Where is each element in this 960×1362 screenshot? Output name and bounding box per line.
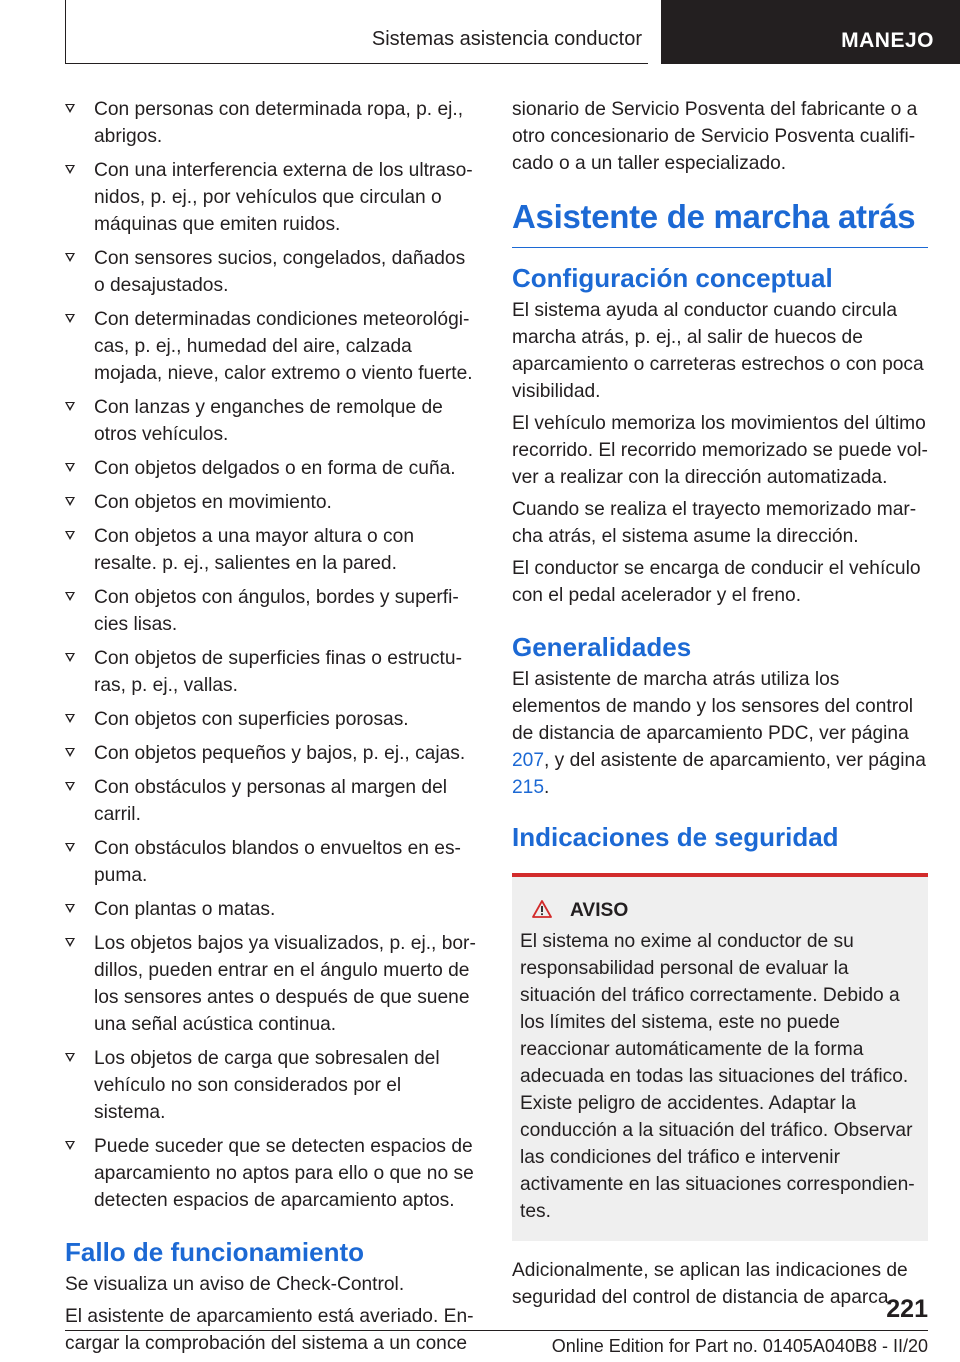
page-link-207[interactable]: 207 [512, 750, 545, 771]
bullet-triangle-icon [65, 463, 75, 472]
list-item: Con objetos de superficies finas o estructuras, p. ej., vallas. [65, 645, 477, 699]
list-item: Con objetos delgados o en forma de cuña. [65, 455, 477, 482]
malfunction-paragraph-1: Se visualiza un aviso de Check-Control. [65, 1274, 405, 1295]
bullet-triangle-icon [65, 497, 75, 506]
list-item: Los objetos de carga que sobresalen del vehículo no son considerados por el sistema. [65, 1045, 477, 1126]
bullet-triangle-icon [65, 104, 75, 113]
list-item: Con lanzas y enganches de remolque de otros vehículos. [65, 394, 477, 448]
list-item: Puede suceder que se detecten espacios de aparcamiento no aptos para ello o que no se detecten espacios de aparcamiento aptos. [65, 1133, 477, 1214]
footer-rule-right [860, 1330, 928, 1331]
list-item: Con determinadas condiciones meteorológicas, p. ej., humedad del aire, calzada mojada, nieve, calor extremo o viento fuerte. [65, 306, 477, 387]
footer-rule [65, 1330, 860, 1331]
concept-paragraph-4: El conductor se encarga de conducir el vehículo con el pedal acelerador y el freno. [512, 558, 921, 606]
malfunction-heading: Fallo de funcionamiento [65, 1237, 365, 1267]
header-chapter-tab: MANEJO [661, 0, 960, 64]
list-item: Con plantas o matas. [65, 896, 477, 923]
header-bottom-rule [65, 63, 648, 64]
list-item: Con objetos en movimiento. [65, 489, 477, 516]
header-section-title: Sistemas asistencia conductor [371, 28, 642, 50]
bullet-triangle-icon [65, 653, 75, 662]
list-item: Con objetos con superficies porosas. [65, 706, 477, 733]
list-item: Con personas con determinada ropa, p. ej., abrigos. [65, 96, 477, 150]
limitations-list [65, 96, 477, 1214]
list-item: Con objetos a una mayor altura o con resalte. p. ej., salientes en la pared. [65, 523, 477, 577]
page-link-215[interactable]: 215 [512, 777, 545, 798]
safety-heading: Indicaciones de seguridad [512, 822, 839, 852]
bullet-triangle-icon [65, 592, 75, 601]
closing-paragraph: Adicionalmente, se aplican las indicaciones de seguridad del control de distancia de aparca [512, 1260, 908, 1308]
bullet-triangle-icon [65, 165, 75, 174]
general-paragraph: El asistente de marcha atrás utiliza los elementos de mando y los sensores del control de distancia de aparcamiento PDC, ver página 207, y del asistente de aparcamiento, ver página 215. [512, 669, 926, 798]
list-item: Con objetos con ángulos, bordes y superficies lisas. [65, 584, 477, 638]
list-item: Los objetos bajos ya visualizados, p. ej., bordillos, pueden entrar en el ángulo muerto de los sensores antes o después de que suene una señal acústica continua. [65, 930, 477, 1038]
malfunction-paragraph-2: El asistente de aparcamiento está averiado. Encargar la comprobación del sistema a un conce [65, 1306, 474, 1354]
bullet-triangle-icon [65, 748, 75, 757]
bullet-triangle-icon [65, 253, 75, 262]
bullet-triangle-icon [65, 904, 75, 913]
bullet-triangle-icon [65, 843, 75, 852]
bullet-triangle-icon [65, 1053, 75, 1062]
bullet-triangle-icon [65, 938, 75, 947]
concept-paragraph-3: Cuando se realiza el trayecto memorizado marcha atrás, el sistema asume la dirección. [512, 499, 917, 547]
list-item: Con una interferencia externa de los ultrasonidos, p. ej., por vehículos que circulan o máquinas que emiten ruidos. [65, 157, 477, 238]
warning-triangle-icon [532, 899, 552, 917]
continuation-paragraph: sionario de Servicio Posventa del fabricante o a otro concesionario de Servicio Posventa cualificado o a un taller especializado. [512, 99, 918, 174]
concept-heading: Configuración conceptual [512, 263, 833, 293]
main-heading: Asistente de marcha atrás [512, 197, 928, 248]
list-item: Con sensores sucios, congelados, dañados o desajustados. [65, 245, 477, 299]
bullet-triangle-icon [65, 782, 75, 791]
concept-paragraph-2: El vehículo memoriza los movimientos del último recorrido. El recorrido memorizado se puede volver a realizar con la dirección automatizada. [512, 413, 928, 488]
page-number: 221 [886, 1295, 928, 1323]
left-column [65, 96, 477, 1362]
list-item: Con obstáculos blandos o envueltos en espuma. [65, 835, 477, 889]
list-item: Con objetos pequeños y bajos, p. ej., cajas. [65, 740, 477, 767]
concept-paragraph-1: El sistema ayuda al conductor cuando circula marcha atrás, p. ej., al salir de huecos de aparcamiento o carreteras estrechos o con poca visibilidad. [512, 300, 924, 402]
warning-body: El sistema no exime al conductor de su responsabilidad personal de evaluar la situación del tráfico correctamente. Debido a los límites del sistema, este no puede reaccionar automáticamente de la forma adecuada en todas las situaciones del tráfico. Existe peligro de accidentes. Adaptar la conducción a la situación del tráfico. Observar las condiciones del tráfico e intervenir activamente en las situaciones correspondientes. [520, 931, 915, 1222]
bullet-triangle-icon [65, 402, 75, 411]
right-column [512, 96, 928, 1316]
warning-box [512, 873, 928, 1241]
list-item: Con obstáculos y personas al margen del carril. [65, 774, 477, 828]
general-heading: Generalidades [512, 632, 692, 662]
footer-edition: Online Edition for Part no. 01405A040B8 - II/20 [551, 1336, 928, 1356]
bullet-triangle-icon [65, 1141, 75, 1150]
bullet-triangle-icon [65, 714, 75, 723]
bullet-triangle-icon [65, 531, 75, 540]
bullet-triangle-icon [65, 314, 75, 323]
warning-title: AVISO [520, 897, 920, 924]
